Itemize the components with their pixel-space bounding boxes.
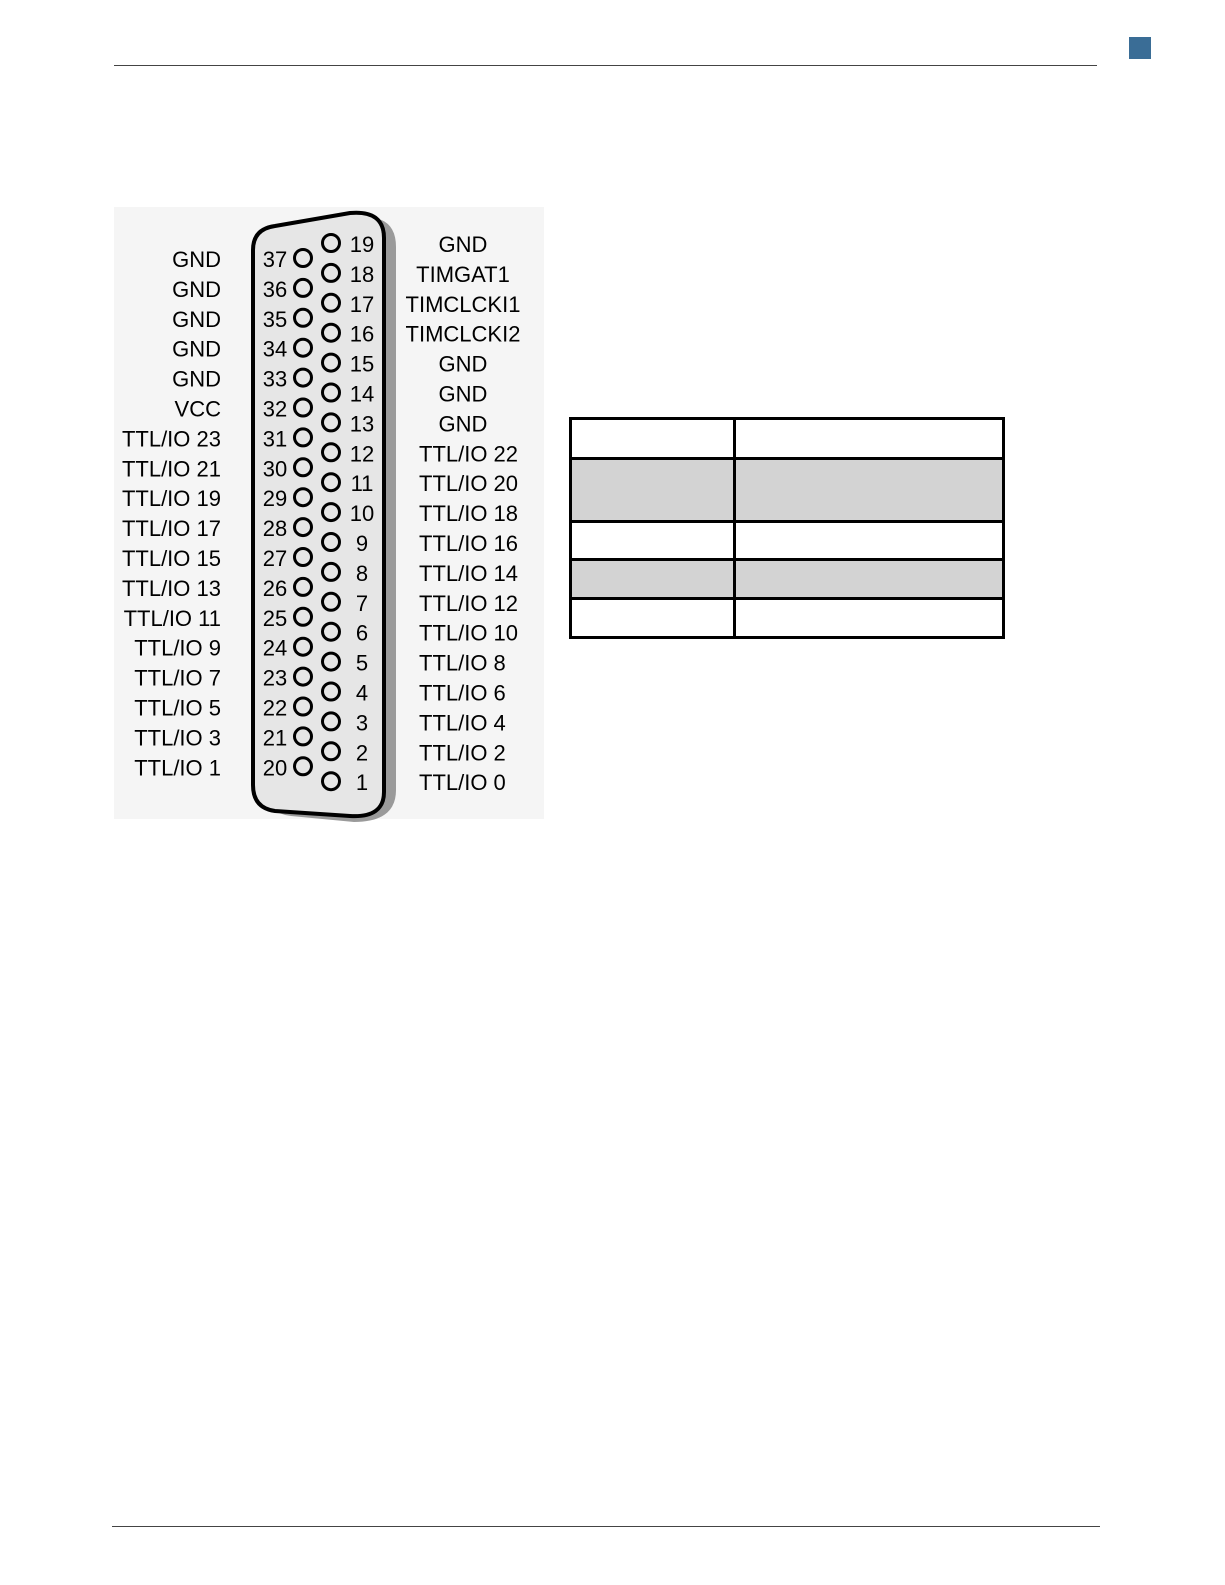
pin-number: 17 — [349, 291, 375, 317]
pin-number: 18 — [349, 261, 375, 287]
pin-number: 32 — [262, 396, 288, 422]
pin-label: TTL/IO 1 — [134, 755, 221, 781]
pin-number: 11 — [350, 471, 374, 497]
table-cell — [736, 460, 1002, 523]
pin-label: TTL/IO 14 — [419, 560, 519, 586]
pin-number: 26 — [262, 575, 288, 601]
db37-connector — [114, 152, 544, 822]
pin-label: TIMCLCKI1 — [405, 291, 521, 317]
pin-label: TTL/IO 6 — [419, 680, 506, 706]
pin-label: TTL/IO 4 — [419, 710, 506, 736]
pin-label: TTL/IO 7 — [134, 665, 221, 691]
pin-number: 8 — [355, 560, 369, 586]
pin-label: TTL/IO 16 — [419, 531, 519, 556]
pin-label: GND — [438, 351, 488, 377]
pin-number: 15 — [349, 351, 375, 377]
table-cell — [736, 600, 1002, 636]
pin-label: TTL/IO 8 — [419, 650, 506, 676]
table-cell — [572, 523, 736, 561]
pin-label: TTL/IO 0 — [419, 770, 506, 796]
pin-number: 29 — [262, 486, 288, 512]
pin-label: TTL/IO 21 — [121, 456, 221, 482]
pin-label: TTL/IO 20 — [419, 471, 519, 497]
header-rule — [114, 65, 1097, 66]
pin-label: TTL/IO 10 — [419, 620, 519, 646]
table-cell — [572, 600, 736, 636]
pin-label: TTL/IO 2 — [419, 740, 506, 766]
pin-number: 24 — [262, 635, 288, 661]
pin-label: GND — [172, 247, 221, 272]
header-marker — [1129, 37, 1151, 59]
pin-label: VCC — [174, 396, 221, 422]
pin-number: 36 — [262, 276, 288, 302]
pin-number: 7 — [355, 590, 369, 616]
pin-number: 35 — [262, 306, 288, 332]
pin-number: 16 — [349, 321, 375, 347]
pin-label: TTL/IO 15 — [121, 546, 221, 571]
pin-label: TTL/IO 3 — [134, 725, 221, 751]
table-cell — [736, 420, 1002, 460]
table-cell — [736, 561, 1002, 600]
pin-label: TTL/IO 19 — [121, 486, 221, 512]
pin-number: 9 — [355, 531, 369, 556]
table-cell — [572, 420, 736, 460]
pin-label: TTL/IO 13 — [121, 575, 221, 601]
pin-number: 37 — [262, 247, 288, 272]
pin-number: 3 — [355, 710, 369, 736]
table-cell — [572, 460, 736, 523]
pin-number: 21 — [262, 725, 288, 751]
pin-table — [569, 417, 1005, 639]
pin-label: GND — [438, 411, 488, 437]
pin-label: GND — [172, 366, 221, 392]
pin-label: TTL/IO 12 — [419, 590, 519, 616]
pin-number: 28 — [262, 516, 288, 542]
pin-label: TTL/IO 5 — [134, 695, 221, 721]
pin-number: 20 — [262, 755, 288, 781]
pin-number: 27 — [262, 546, 288, 571]
pin-label: TTL/IO 22 — [419, 441, 519, 467]
pin-number: 25 — [262, 605, 288, 631]
pin-label: TTL/IO 17 — [121, 516, 221, 542]
pin-number: 12 — [349, 441, 375, 467]
pin-number: 14 — [349, 381, 375, 407]
pin-number: 5 — [355, 650, 369, 676]
pin-number: 30 — [262, 456, 288, 482]
pin-number: 4 — [355, 680, 369, 706]
table-cell — [736, 523, 1002, 561]
pin-label: GND — [172, 306, 221, 332]
pin-number: 13 — [349, 411, 375, 437]
connector-pinout-diagram — [114, 152, 544, 822]
pin-label: TIMCLCKI2 — [405, 321, 521, 347]
pin-label: TTL/IO 9 — [134, 635, 221, 661]
pin-label: TTL/IO 18 — [419, 501, 519, 527]
pin-number: 31 — [262, 426, 288, 452]
pin-label: TIMGAT1 — [416, 261, 510, 287]
pin-number: 10 — [349, 501, 375, 527]
table-cell — [572, 561, 736, 600]
pin-number: 19 — [349, 232, 375, 257]
footer-rule — [112, 1526, 1100, 1527]
pin-label: TTL/IO 23 — [121, 426, 221, 452]
pin-number: 6 — [355, 620, 369, 646]
pin-label: GND — [172, 336, 221, 362]
pin-label: TTL/IO 11 — [123, 605, 221, 631]
pin-number: 34 — [262, 336, 288, 362]
pin-number: 23 — [262, 665, 288, 691]
pin-label: GND — [172, 276, 221, 302]
pin-number: 1 — [355, 770, 369, 796]
pin-number: 22 — [262, 695, 288, 721]
pin-label: GND — [438, 232, 488, 257]
pin-label: GND — [438, 381, 488, 407]
pin-number: 2 — [355, 740, 369, 766]
pin-number: 33 — [262, 366, 288, 392]
